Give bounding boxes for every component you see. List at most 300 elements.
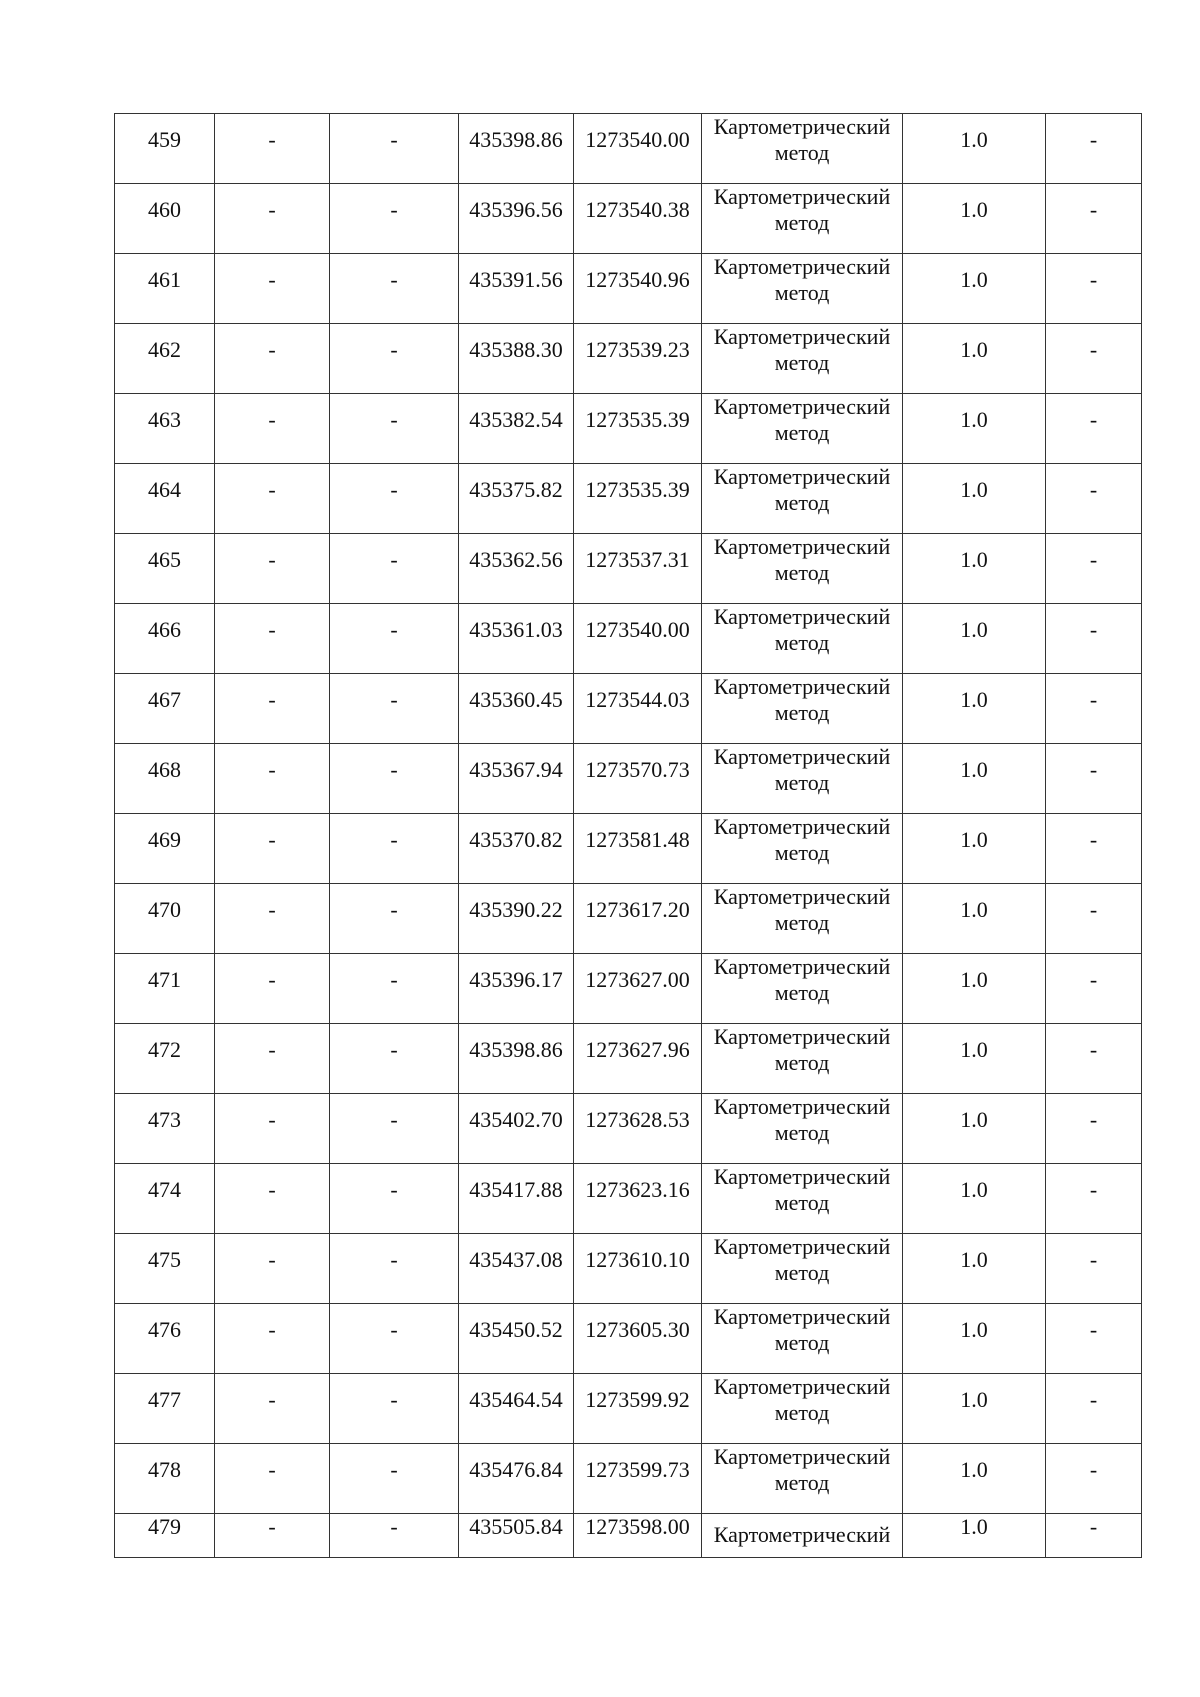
- x-coordinate-text: 435382.54: [469, 406, 563, 432]
- point-number-text: 460: [148, 196, 181, 222]
- column-2-text: -: [268, 336, 276, 362]
- column-8-text: -: [1089, 406, 1098, 432]
- method-cell: [702, 1094, 903, 1164]
- column-2-cell: [215, 254, 330, 324]
- column-8-cell: [1046, 1374, 1142, 1444]
- accuracy-text: 1.0: [960, 1246, 988, 1272]
- point-number-text: 478: [148, 1456, 181, 1482]
- point-number-cell: [115, 184, 215, 254]
- column-2-cell: [215, 464, 330, 534]
- method-cell: [702, 1444, 903, 1514]
- method-cell: [702, 744, 903, 814]
- column-8-cell: [1046, 604, 1142, 674]
- point-number-text: 459: [148, 126, 181, 152]
- column-8-cell: [1046, 954, 1142, 1024]
- column-3-text: -: [390, 1456, 398, 1482]
- column-2-cell: [215, 604, 330, 674]
- y-coordinate-cell: [574, 1514, 702, 1558]
- x-coordinate-cell: [459, 254, 574, 324]
- method-text: Картометрический метод: [713, 533, 891, 585]
- method-cell: [702, 814, 903, 884]
- column-3-text: -: [390, 406, 398, 432]
- column-2-text: -: [268, 476, 276, 502]
- column-8-text: -: [1089, 686, 1098, 712]
- column-8-text: -: [1089, 546, 1098, 572]
- table-row: [115, 1304, 1142, 1374]
- column-8-cell: [1046, 324, 1142, 394]
- column-3-text: -: [390, 1176, 398, 1202]
- column-2-cell: [215, 114, 330, 184]
- x-coordinate-cell: [459, 1444, 574, 1514]
- column-3-cell: [330, 114, 459, 184]
- x-coordinate-text: 435375.82: [469, 476, 563, 502]
- point-number-cell: [115, 1024, 215, 1094]
- column-3-text: -: [390, 1106, 398, 1132]
- x-coordinate-text: 435398.86: [469, 1036, 563, 1062]
- x-coordinate-text: 435505.84: [469, 1514, 563, 1539]
- table-row: [115, 884, 1142, 954]
- y-coordinate-cell: [574, 1024, 702, 1094]
- method-text: Картометрический метод: [713, 113, 891, 165]
- x-coordinate-cell: [459, 884, 574, 954]
- table-row: [115, 254, 1142, 324]
- column-2-cell: [215, 184, 330, 254]
- y-coordinate-cell: [574, 954, 702, 1024]
- accuracy-cell: [903, 814, 1046, 884]
- column-8-cell: [1046, 744, 1142, 814]
- column-2-text: -: [268, 1386, 276, 1412]
- method-text: Картометрический метод: [713, 1093, 891, 1145]
- point-number-text: 474: [148, 1176, 181, 1202]
- method-cell: [702, 954, 903, 1024]
- accuracy-text: 1.0: [960, 126, 988, 152]
- y-coordinate-cell: [574, 1444, 702, 1514]
- point-number-cell: [115, 744, 215, 814]
- x-coordinate-text: 435396.56: [469, 196, 563, 222]
- y-coordinate-text: 1273627.96: [585, 1036, 690, 1062]
- point-number-text: 465: [148, 546, 181, 572]
- accuracy-cell: [903, 1164, 1046, 1234]
- accuracy-cell: [903, 394, 1046, 464]
- column-2-text: -: [268, 266, 276, 292]
- method-cell: [702, 1164, 903, 1234]
- y-coordinate-text: 1273581.48: [585, 826, 690, 852]
- column-3-cell: [330, 674, 459, 744]
- x-coordinate-cell: [459, 534, 574, 604]
- y-coordinate-text: 1273605.30: [585, 1316, 690, 1342]
- method-text: Картометрический метод: [713, 673, 891, 725]
- table-row: [115, 1234, 1142, 1304]
- y-coordinate-text: 1273628.53: [585, 1106, 690, 1132]
- x-coordinate-cell: [459, 394, 574, 464]
- x-coordinate-cell: [459, 744, 574, 814]
- y-coordinate-cell: [574, 324, 702, 394]
- method-cell: [702, 184, 903, 254]
- y-coordinate-text: 1273540.38: [585, 196, 690, 222]
- y-coordinate-cell: [574, 254, 702, 324]
- column-8-cell: [1046, 534, 1142, 604]
- point-number-cell: [115, 1094, 215, 1164]
- y-coordinate-text: 1273540.96: [585, 266, 690, 292]
- point-number-cell: [115, 1374, 215, 1444]
- point-number-cell: [115, 954, 215, 1024]
- column-8-text: -: [1089, 1316, 1098, 1342]
- column-3-cell: [330, 254, 459, 324]
- table-row: [115, 184, 1142, 254]
- column-8-text: -: [1089, 1176, 1098, 1202]
- column-8-text: -: [1089, 1514, 1098, 1539]
- accuracy-cell: [903, 184, 1046, 254]
- method-cell: [702, 254, 903, 324]
- accuracy-text: 1.0: [960, 476, 988, 502]
- column-8-text: -: [1089, 756, 1098, 782]
- column-2-text: -: [268, 126, 276, 152]
- column-2-text: -: [268, 406, 276, 432]
- column-8-text: -: [1089, 266, 1098, 292]
- x-coordinate-cell: [459, 674, 574, 744]
- x-coordinate-text: 435362.56: [469, 546, 563, 572]
- column-2-text: -: [268, 686, 276, 712]
- column-2-text: -: [268, 1106, 276, 1132]
- method-text: Картометрический метод: [713, 323, 891, 375]
- point-number-text: 464: [148, 476, 181, 502]
- table-row: [115, 1444, 1142, 1514]
- method-cell: [702, 534, 903, 604]
- x-coordinate-text: 435398.86: [469, 126, 563, 152]
- column-3-text: -: [390, 896, 398, 922]
- point-number-text: 463: [148, 406, 181, 432]
- column-3-text: -: [390, 616, 398, 642]
- method-cell: [702, 464, 903, 534]
- point-number-cell: [115, 534, 215, 604]
- column-2-cell: [215, 1164, 330, 1234]
- column-8-text: -: [1089, 196, 1098, 222]
- method-text: Картометрический метод: [713, 1233, 891, 1285]
- x-coordinate-cell: [459, 604, 574, 674]
- accuracy-cell: [903, 1374, 1046, 1444]
- accuracy-cell: [903, 1444, 1046, 1514]
- x-coordinate-cell: [459, 1374, 574, 1444]
- point-number-text: 473: [148, 1106, 181, 1132]
- accuracy-cell: [903, 1304, 1046, 1374]
- accuracy-text: 1.0: [960, 826, 988, 852]
- column-2-cell: [215, 1304, 330, 1374]
- method-text: Картометрический метод: [713, 743, 891, 795]
- column-8-text: -: [1089, 1036, 1098, 1062]
- x-coordinate-cell: [459, 954, 574, 1024]
- table-row: [115, 1374, 1142, 1444]
- accuracy-cell: [903, 1094, 1046, 1164]
- point-number-text: 467: [148, 686, 181, 712]
- column-2-text: -: [268, 1514, 276, 1539]
- x-coordinate-text: 435450.52: [469, 1316, 563, 1342]
- method-cell: [702, 1304, 903, 1374]
- y-coordinate-text: 1273544.03: [585, 686, 690, 712]
- x-coordinate-cell: [459, 464, 574, 534]
- column-8-cell: [1046, 1164, 1142, 1234]
- column-3-text: -: [390, 1386, 398, 1412]
- y-coordinate-cell: [574, 1304, 702, 1374]
- accuracy-text: 1.0: [960, 336, 988, 362]
- y-coordinate-cell: [574, 1374, 702, 1444]
- table-row: [115, 814, 1142, 884]
- table-row: [115, 1094, 1142, 1164]
- column-8-cell: [1046, 254, 1142, 324]
- column-2-text: -: [268, 966, 276, 992]
- column-3-text: -: [390, 686, 398, 712]
- column-3-text: -: [390, 826, 398, 852]
- accuracy-text: 1.0: [960, 266, 988, 292]
- column-2-text: -: [268, 616, 276, 642]
- column-3-cell: [330, 1304, 459, 1374]
- accuracy-cell: [903, 324, 1046, 394]
- column-3-cell: [330, 814, 459, 884]
- accuracy-text: 1.0: [960, 756, 988, 782]
- column-3-text: -: [390, 1316, 398, 1342]
- column-8-text: -: [1089, 896, 1098, 922]
- accuracy-cell: [903, 534, 1046, 604]
- accuracy-text: 1.0: [960, 546, 988, 572]
- column-3-text: -: [390, 1036, 398, 1062]
- column-2-cell: [215, 1444, 330, 1514]
- column-8-cell: [1046, 1304, 1142, 1374]
- y-coordinate-cell: [574, 744, 702, 814]
- column-2-text: -: [268, 1176, 276, 1202]
- accuracy-text: 1.0: [960, 1036, 988, 1062]
- column-3-text: -: [390, 546, 398, 572]
- y-coordinate-text: 1273627.00: [585, 966, 690, 992]
- column-8-cell: [1046, 814, 1142, 884]
- point-number-text: 477: [148, 1386, 181, 1412]
- table-row: [115, 674, 1142, 744]
- accuracy-text: 1.0: [960, 196, 988, 222]
- method-text: Картометрический метод: [713, 463, 891, 515]
- point-number-cell: [115, 114, 215, 184]
- column-8-text: -: [1089, 1456, 1098, 1482]
- column-8-text: -: [1089, 126, 1098, 152]
- x-coordinate-text: 435437.08: [469, 1246, 563, 1272]
- y-coordinate-cell: [574, 534, 702, 604]
- column-3-text: -: [390, 126, 398, 152]
- point-number-cell: [115, 324, 215, 394]
- method-cell: [702, 1024, 903, 1094]
- table-row: [115, 114, 1142, 184]
- method-text: Картометрический метод: [713, 1373, 891, 1425]
- column-3-cell: [330, 1234, 459, 1304]
- method-text: Картометрический: [713, 1522, 891, 1547]
- point-number-text: 471: [148, 966, 181, 992]
- column-3-cell: [330, 394, 459, 464]
- point-number-cell: [115, 394, 215, 464]
- point-number-cell: [115, 464, 215, 534]
- column-3-cell: [330, 324, 459, 394]
- y-coordinate-cell: [574, 394, 702, 464]
- y-coordinate-cell: [574, 1234, 702, 1304]
- method-cell: [702, 884, 903, 954]
- table-row: [115, 324, 1142, 394]
- column-2-text: -: [268, 546, 276, 572]
- x-coordinate-cell: [459, 1024, 574, 1094]
- column-2-text: -: [268, 1246, 276, 1272]
- x-coordinate-text: 435360.45: [469, 686, 563, 712]
- x-coordinate-text: 435391.56: [469, 266, 563, 292]
- x-coordinate-cell: [459, 1304, 574, 1374]
- column-2-cell: [215, 1514, 330, 1558]
- column-3-cell: [330, 534, 459, 604]
- x-coordinate-cell: [459, 1094, 574, 1164]
- y-coordinate-text: 1273537.31: [585, 546, 690, 572]
- x-coordinate-text: 435367.94: [469, 756, 563, 782]
- x-coordinate-cell: [459, 184, 574, 254]
- point-number-cell: [115, 884, 215, 954]
- point-number-text: 469: [148, 826, 181, 852]
- accuracy-cell: [903, 744, 1046, 814]
- column-2-cell: [215, 674, 330, 744]
- column-3-text: -: [390, 196, 398, 222]
- column-3-cell: [330, 1444, 459, 1514]
- method-text: Картометрический метод: [713, 393, 891, 445]
- method-text: Картометрический метод: [713, 1303, 891, 1355]
- method-text: Картометрический метод: [713, 603, 891, 655]
- column-3-cell: [330, 1094, 459, 1164]
- point-number-text: 461: [148, 266, 181, 292]
- x-coordinate-text: 435476.84: [469, 1456, 563, 1482]
- column-3-cell: [330, 1374, 459, 1444]
- y-coordinate-text: 1273610.10: [585, 1246, 690, 1272]
- accuracy-cell: [903, 114, 1046, 184]
- method-text: Картометрический метод: [713, 253, 891, 305]
- accuracy-cell: [903, 254, 1046, 324]
- column-2-text: -: [268, 826, 276, 852]
- accuracy-cell: [903, 954, 1046, 1024]
- x-coordinate-text: 435370.82: [469, 826, 563, 852]
- column-8-text: -: [1089, 476, 1098, 502]
- table-row: [115, 1164, 1142, 1234]
- point-number-cell: [115, 254, 215, 324]
- method-cell: [702, 674, 903, 744]
- y-coordinate-cell: [574, 1094, 702, 1164]
- accuracy-cell: [903, 674, 1046, 744]
- column-2-cell: [215, 1094, 330, 1164]
- y-coordinate-text: 1273539.23: [585, 336, 690, 362]
- y-coordinate-cell: [574, 464, 702, 534]
- table-row: [115, 744, 1142, 814]
- accuracy-cell: [903, 464, 1046, 534]
- y-coordinate-text: 1273535.39: [585, 476, 690, 502]
- point-number-cell: [115, 674, 215, 744]
- point-number-cell: [115, 604, 215, 674]
- table-row: [115, 534, 1142, 604]
- y-coordinate-text: 1273535.39: [585, 406, 690, 432]
- y-coordinate-text: 1273540.00: [585, 126, 690, 152]
- y-coordinate-cell: [574, 884, 702, 954]
- accuracy-text: 1.0: [960, 686, 988, 712]
- column-2-text: -: [268, 1036, 276, 1062]
- x-coordinate-cell: [459, 114, 574, 184]
- column-3-text: -: [390, 266, 398, 292]
- column-2-cell: [215, 1374, 330, 1444]
- point-number-text: 475: [148, 1246, 181, 1272]
- accuracy-cell: [903, 1234, 1046, 1304]
- column-2-cell: [215, 1234, 330, 1304]
- column-2-cell: [215, 814, 330, 884]
- accuracy-text: 1.0: [960, 1106, 988, 1132]
- table-row: [115, 394, 1142, 464]
- column-2-cell: [215, 394, 330, 464]
- x-coordinate-text: 435388.30: [469, 336, 563, 362]
- accuracy-text: 1.0: [960, 1316, 988, 1342]
- point-number-cell: [115, 1514, 215, 1558]
- accuracy-text: 1.0: [960, 1386, 988, 1412]
- accuracy-text: 1.0: [960, 1176, 988, 1202]
- x-coordinate-cell: [459, 1514, 574, 1558]
- column-3-text: -: [390, 966, 398, 992]
- column-3-cell: [330, 604, 459, 674]
- column-3-cell: [330, 1514, 459, 1558]
- accuracy-text: 1.0: [960, 616, 988, 642]
- x-coordinate-text: 435390.22: [469, 896, 563, 922]
- column-2-cell: [215, 1024, 330, 1094]
- point-number-text: 468: [148, 756, 181, 782]
- x-coordinate-cell: [459, 1234, 574, 1304]
- point-number-text: 476: [148, 1316, 181, 1342]
- column-8-text: -: [1089, 1386, 1098, 1412]
- method-cell: [702, 1234, 903, 1304]
- column-8-text: -: [1089, 1106, 1098, 1132]
- point-number-cell: [115, 1234, 215, 1304]
- method-text: Картометрический метод: [713, 183, 891, 235]
- accuracy-text: 1.0: [960, 1514, 988, 1539]
- column-8-cell: [1046, 114, 1142, 184]
- method-text: Картометрический метод: [713, 813, 891, 865]
- column-3-text: -: [390, 336, 398, 362]
- column-3-text: -: [390, 1514, 398, 1539]
- column-3-text: -: [390, 756, 398, 782]
- point-number-cell: [115, 1164, 215, 1234]
- method-cell: [702, 1374, 903, 1444]
- column-2-text: -: [268, 196, 276, 222]
- column-3-cell: [330, 464, 459, 534]
- column-3-cell: [330, 954, 459, 1024]
- method-text: Картометрический метод: [713, 1163, 891, 1215]
- point-number-text: 462: [148, 336, 181, 362]
- y-coordinate-text: 1273570.73: [585, 756, 690, 782]
- column-3-text: -: [390, 476, 398, 502]
- method-cell: [702, 394, 903, 464]
- method-text: Картометрический метод: [713, 953, 891, 1005]
- point-number-cell: [115, 1304, 215, 1374]
- x-coordinate-cell: [459, 324, 574, 394]
- x-coordinate-text: 435417.88: [469, 1176, 563, 1202]
- column-8-cell: [1046, 464, 1142, 534]
- column-3-text: -: [390, 1246, 398, 1272]
- point-number-text: 472: [148, 1036, 181, 1062]
- accuracy-cell: [903, 604, 1046, 674]
- column-3-cell: [330, 1024, 459, 1094]
- y-coordinate-cell: [574, 184, 702, 254]
- point-number-cell: [115, 814, 215, 884]
- y-coordinate-cell: [574, 674, 702, 744]
- column-8-cell: [1046, 1024, 1142, 1094]
- y-coordinate-text: 1273617.20: [585, 896, 690, 922]
- x-coordinate-cell: [459, 814, 574, 884]
- column-2-cell: [215, 884, 330, 954]
- accuracy-cell: [903, 1024, 1046, 1094]
- y-coordinate-text: 1273598.00: [585, 1514, 690, 1539]
- table-row: [115, 464, 1142, 534]
- column-8-text: -: [1089, 336, 1098, 362]
- method-cell: [702, 604, 903, 674]
